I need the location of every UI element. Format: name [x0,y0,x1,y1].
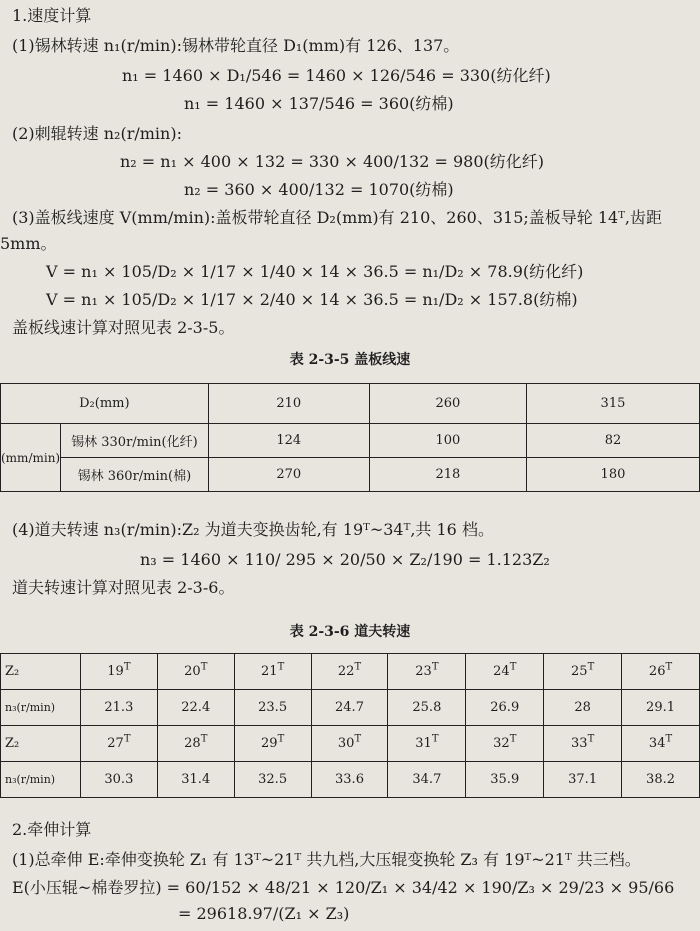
paragraph-total-draft: (1)总牵伸 E:牵伸变换轮 Z₁ 有 13ᵀ~21ᵀ 共九档,大压辊变换轮 Z₃ 有 19ᵀ~21ᵀ 共三档。 [12,850,641,869]
teeth-mark: T [123,733,131,745]
cell-value: 25 [571,664,588,679]
teeth-mark: T [509,733,517,745]
gear-teeth-cell [157,726,234,762]
doffer-speed-cell [544,762,622,798]
equation-cylinder-2: n₁ = 1460 × 137/546 = 360(纺棉) [184,94,454,113]
gear-teeth-cell [388,726,466,762]
teeth-mark: T [123,661,131,673]
cell-value: 19 [107,664,124,679]
table-cell: 270 [208,458,369,492]
gear-teeth-cell [622,726,700,762]
cell-value: 38.2 [646,772,675,787]
z2-label: Z₂ [1,654,81,690]
cell-value: 26 [648,664,666,679]
equation-flat-2: V = n₁ × 105/D₂ × 1/17 × 2/40 × 14 × 36.5 = n₁/D₂ × 157.8(纺棉) [46,290,578,309]
teeth-mark: T [200,733,208,745]
section-heading-draft: 2.牵伸计算 [12,820,92,839]
doffer-speed-cell [466,690,544,726]
n3-label: n₃(r/min) [1,690,81,726]
gear-teeth-cell [80,726,157,762]
cell-value: 34.7 [412,772,442,787]
cell-value: 21 [261,664,278,679]
doffer-speed-cell [622,762,700,798]
gear-teeth-cell [311,654,388,690]
teeth-mark: T [587,661,595,673]
paragraph-flat-speed-cont: 5mm。 [0,234,57,253]
gear-teeth-cell [234,654,311,690]
equation-flat-1: V = n₁ × 105/D₂ × 1/17 × 1/40 × 14 × 36.5 = n₁/D₂ × 78.9(纺化纤) [46,262,584,281]
equation-doffer: n₃ = 1460 × 110/ 295 × 20/50 × Z₂/190 = 1.123Z₂ [140,550,550,569]
doffer-speed-cell [466,762,544,798]
paragraph-licker-speed: (2)刺辊转速 n₂(r/min): [12,124,182,143]
equation-cylinder-1: n₁ = 1460 × D₁/546 = 1460 × 126/546 = 330(纺化纤) [122,66,551,85]
cell-value: 37.1 [568,772,598,787]
flat-speed-table [0,383,700,492]
doffer-speed-table [0,653,700,798]
table-cell: 180 [526,458,699,492]
gear-teeth-cell [311,726,388,762]
cell-value: 24 [493,664,510,679]
gear-teeth-cell [388,654,466,690]
table-row-label: 锡林 330r/min(化纤) [61,424,209,458]
cell-value: 30 [337,736,355,751]
cell-value: 35.9 [490,772,520,787]
doffer-speed-cell [388,762,466,798]
table-cell: 100 [369,424,526,458]
cell-value: 25.8 [412,700,442,715]
doffer-speed-cell [311,762,388,798]
equation-draft-2: = 29618.97/(Z₁ × Z₃) [178,904,350,923]
table-header-cell: 260 [369,384,526,424]
doffer-speed-cell [157,690,234,726]
gear-teeth-cell [234,726,311,762]
n3-label: n₃(r/min) [1,762,81,798]
cell-value: 22 [337,664,355,679]
teeth-mark: T [200,661,208,673]
cell-value: 31 [415,736,432,751]
teeth-mark: T [509,661,517,673]
doffer-speed-cell [234,762,311,798]
doffer-speed-cell [234,690,311,726]
table-caption-flat: 表 2-3-5 盖板线速 [289,352,411,368]
teeth-mark: T [587,733,595,745]
doffer-speed-cell [80,690,157,726]
doffer-speed-cell [388,690,466,726]
gear-teeth-cell [544,726,622,762]
gear-teeth-cell [80,654,157,690]
gear-teeth-cell [466,726,544,762]
equation-licker-2: n₂ = 360 × 400/132 = 1070(纺棉) [184,180,454,199]
doffer-speed-cell [157,762,234,798]
table-row-label: 锡林 360r/min(棉) [61,458,209,492]
doffer-speed-cell [622,690,700,726]
cell-value: 24.7 [335,700,364,715]
doffer-speed-cell [80,762,157,798]
cell-value: 33 [571,736,588,751]
gear-teeth-cell [466,654,544,690]
cell-value: 29 [261,736,278,751]
z2-label: Z₂ [1,726,81,762]
table-header-cell: 210 [208,384,369,424]
paragraph-cylinder-speed: (1)锡林转速 n₁(r/min):锡林带轮直径 D₁(mm)有 126、137。 [12,36,460,55]
teeth-mark: T [431,733,439,745]
cell-value: 20 [184,664,201,679]
cell-value: 32 [493,736,510,751]
doffer-speed-cell [311,690,388,726]
cell-value: 26.9 [490,700,520,715]
paragraph-flat-speed: (3)盖板线速度 V(mm/min):盖板带轮直径 D₂(mm)有 210、260、315;盖板导轮 14ᵀ,齿距 [12,208,663,227]
doffer-speed-cell [544,690,622,726]
table-cell: 82 [526,424,699,458]
teeth-mark: T [665,661,673,673]
cell-value: 22.4 [181,700,211,715]
paragraph-table-ref-1: 盖板线速计算对照见表 2-3-5。 [12,318,235,337]
cell-value: 28 [184,736,201,751]
table-caption-doffer: 表 2-3-6 道夫转速 [289,624,411,640]
equation-draft-1: E(小压辊~棉卷罗拉) = 60/152 × 48/21 × 120/Z₁ × 34/42 × 190/Z₃ × 29/23 × 95/66 [12,878,675,897]
table-header-cell: 315 [526,384,699,424]
cell-value: 28 [574,700,591,715]
cell-value: 29.1 [646,700,675,715]
cell-value: 32.5 [258,772,288,787]
cell-value: 31.4 [181,772,211,787]
teeth-mark: T [354,733,362,745]
cell-value: 33.6 [335,772,364,787]
gear-teeth-cell [157,654,234,690]
cell-value: 21.3 [104,700,134,715]
equation-licker-1: n₂ = n₁ × 400 × 132 = 330 × 400/132 = 980(纺化纤) [120,152,545,171]
table-cell: 124 [208,424,369,458]
table-side-label: (mm/min) [1,424,61,492]
teeth-mark: T [277,733,285,745]
cell-value: 27 [107,736,124,751]
gear-teeth-cell [544,654,622,690]
teeth-mark: T [277,661,285,673]
gear-teeth-cell [622,654,700,690]
table-header-cell: D₂(mm) [1,384,209,424]
cell-value: 30.3 [104,772,134,787]
cell-value: 23.5 [258,700,288,715]
teeth-mark: T [354,661,362,673]
section-heading-speed: 1.速度计算 [12,6,92,25]
paragraph-table-ref-2: 道夫转速计算对照见表 2-3-6。 [12,578,235,597]
paragraph-doffer-speed: (4)道夫转速 n₃(r/min):Z₂ 为道夫变换齿轮,有 19ᵀ~34ᵀ,共 16 档。 [12,520,494,539]
teeth-mark: T [665,733,673,745]
cell-value: 34 [648,736,666,751]
teeth-mark: T [431,661,439,673]
cell-value: 23 [415,664,432,679]
table-cell: 218 [369,458,526,492]
